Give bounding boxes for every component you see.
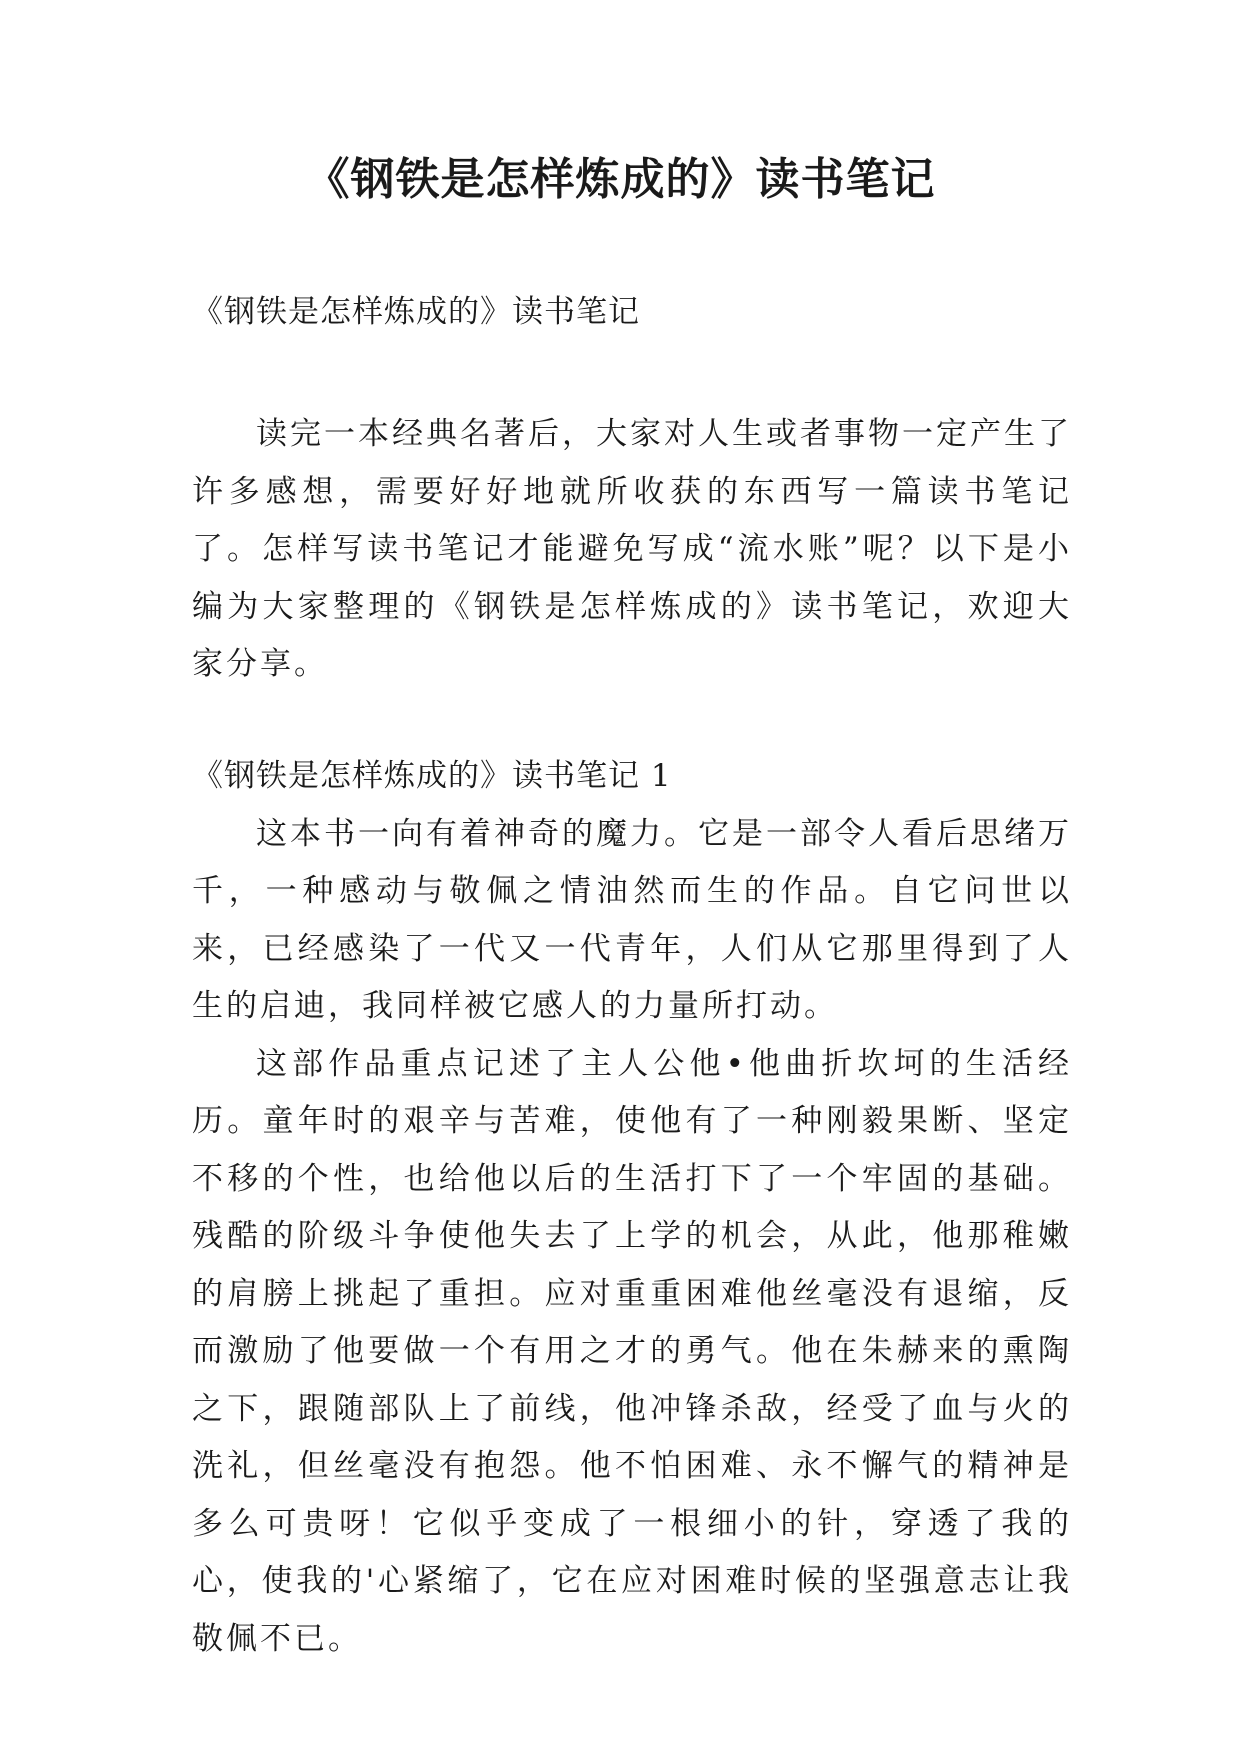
document-body xyxy=(192,292,1072,1668)
body-paragraph: 这部作品重点记述了主人公他•他曲折坎坷的生活经历。童年时的艰辛与苦难，使他有了一种刚毅果断、坚定不移的个性，也给他以后的生活打下了一个牢固的基础。残酷的阶级斗争使他失去了上学的机会，从此，他那稚嫩的肩膀上挑起了重担。应对重重困难他丝毫没有退缩，反而激励了他要做一个有用之才的勇气。他在朱赫来的熏陶之下，跟随部队上了前线，他冲锋杀敌，经受了血与火的洗礼，但丝毫没有抱怨。他不怕困难、永不懈气的精神是多么可贵呀！它似乎变成了一根细小的针，穿透了我的心，使我的'心紧缩了，它在应对困难时候的坚强意志让我敬佩不已。 xyxy=(192,1045,1072,1657)
body-paragraph: 这本书一向有着神奇的魔力。它是一部令人看后思绪万千，一种感动与敬佩之情油然而生的作品。自它问世以来，已经感染了一代又一代青年，人们从它那里得到了人生的启迪，我同样被它感人的力量所打动。 xyxy=(192,815,1072,1024)
spacer xyxy=(192,694,1072,756)
section-heading: 《钢铁是怎样炼成的》读书笔记 1 xyxy=(192,757,672,794)
spacer xyxy=(192,332,1072,406)
intro-paragraph: 读完一本经典名著后，大家对人生或者事物一定产生了许多感想，需要好好地就所收获的东西写一篇读书笔记了。怎样写读书笔记才能避免写成“流水账”呢？以下是小编为大家整理的《钢铁是怎样炼成的》读书笔记，欢迎大家分享。 xyxy=(192,416,1072,682)
document-title: 《钢铁是怎样炼成的》读书笔记 xyxy=(305,154,936,205)
document-subtitle: 《钢铁是怎样炼成的》读书笔记 xyxy=(192,294,640,330)
